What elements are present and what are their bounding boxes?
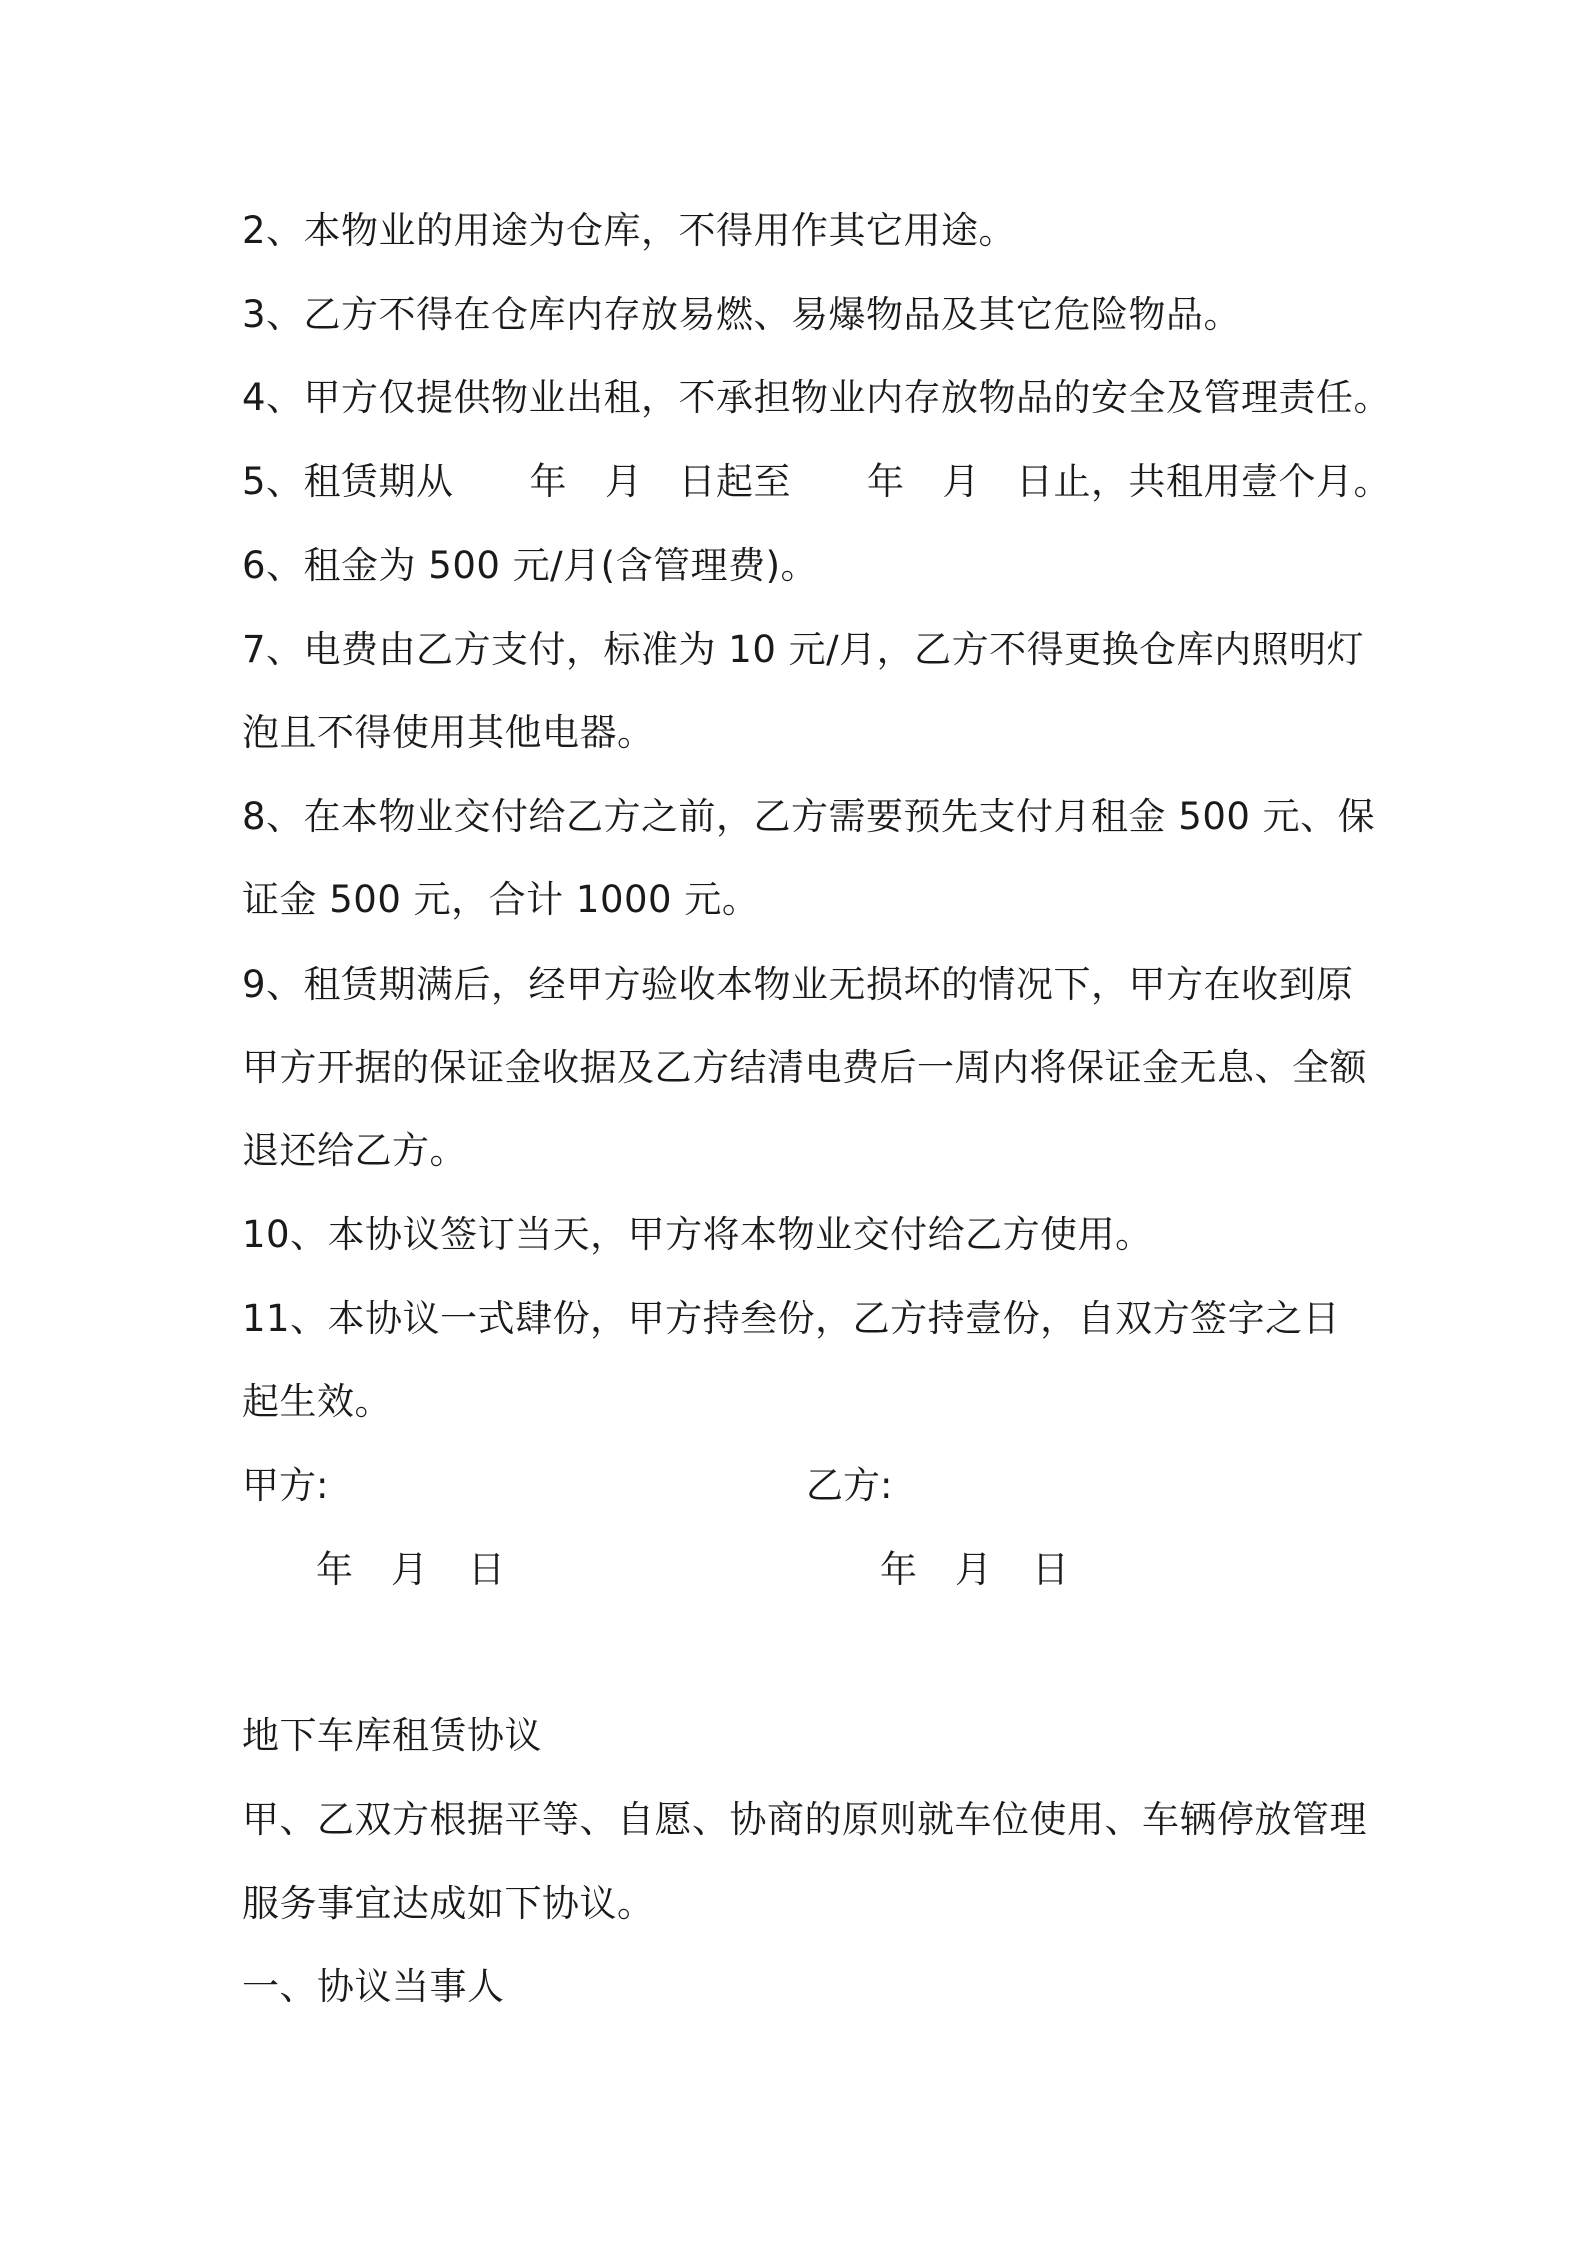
clause-8-line-2: 证金 500 元，合计 1000 元。 [242, 878, 760, 921]
party-a-date-month: 月 [391, 1548, 428, 1591]
clause-5-year-end: 年 [867, 460, 905, 503]
clause-6: 6、租金为 500 元/月(含管理费)。 [242, 544, 819, 587]
clause-2: 2、本物业的用途为仓库，不得用作其它用途。 [242, 209, 1017, 252]
party-b-label: 乙方: [806, 1464, 893, 1507]
clause-5-day-end: 日止，共租用壹个月。 [1016, 460, 1392, 503]
party-a-date [316, 1547, 505, 1593]
clause-3: 3、乙方不得在仓库内存放易燃、易爆物品及其它危险物品。 [242, 293, 1242, 336]
party-b-date-year: 年 [880, 1548, 917, 1591]
clause-5-month-start: 月 [605, 460, 643, 503]
party-b-date-month: 月 [955, 1548, 992, 1591]
clause-9-line-1: 9、租赁期满后，经甲方验收本物业无损坏的情况下，甲方在收到原 [242, 963, 1354, 1006]
clause-10: 10、本协议签订当天，甲方将本物业交付给乙方使用。 [242, 1213, 1153, 1256]
next-doc-title: 地下车库租赁协议 [242, 1714, 542, 1757]
clause-4: 4、甲方仅提供物业出租，不承担物业内存放物品的安全及管理责任。 [242, 376, 1392, 419]
clause-5-prefix: 5、租赁期从 [242, 460, 454, 503]
clause-5-year-start: 年 [529, 460, 568, 503]
party-a-date-year: 年 [316, 1548, 353, 1591]
clause-11-line-1: 11、本协议一式肆份，甲方持叁份，乙方持壹份，自双方签字之日 [242, 1297, 1341, 1340]
next-doc-intro-line-1: 甲、乙双方根据平等、自愿、协商的原则就车位使用、车辆停放管理 [242, 1798, 1367, 1841]
clause-8-line-1: 8、在本物业交付给乙方之前，乙方需要预先支付月租金 500 元、保 [242, 795, 1376, 838]
party-b-date [880, 1547, 1069, 1593]
clause-9-line-3: 退还给乙方。 [242, 1129, 467, 1172]
next-doc-intro-line-2: 服务事宜达成如下协议。 [242, 1882, 655, 1925]
clause-5 [242, 459, 1391, 505]
clause-9-line-2: 甲方开据的保证金收据及乙方结清电费后一周内将保证金无息、全额 [242, 1046, 1367, 1089]
clause-11-line-2: 起生效。 [242, 1380, 392, 1423]
clause-7-line-1: 7、电费由乙方支付，标准为 10 元/月，乙方不得更换仓库内照明灯 [242, 628, 1365, 671]
party-b-date-day: 日 [1032, 1548, 1069, 1591]
clause-5-day-start: 日起至 [678, 460, 792, 503]
clause-7-line-2: 泡且不得使用其他电器。 [242, 711, 655, 754]
clause-5-month-end: 月 [942, 460, 981, 503]
next-doc-section-1: 一、协议当事人 [242, 1965, 505, 2008]
party-a-label: 甲方: [242, 1464, 329, 1507]
party-a-date-day: 日 [468, 1548, 505, 1591]
